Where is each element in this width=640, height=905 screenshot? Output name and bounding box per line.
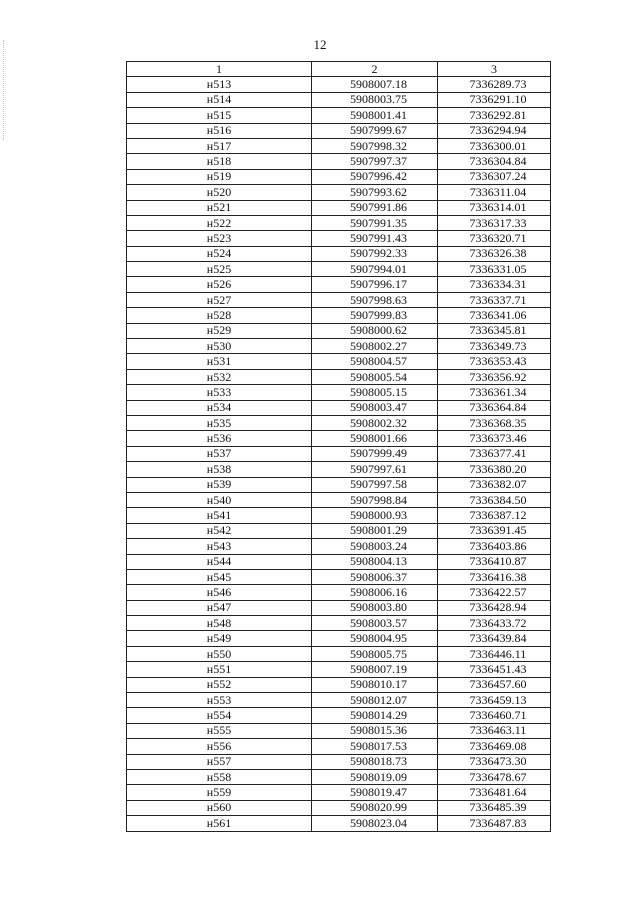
y-coordinate-cell: 7336304.84 bbox=[438, 154, 551, 169]
table-row bbox=[127, 677, 551, 692]
y-coordinate-cell: 7336353.43 bbox=[438, 354, 551, 369]
y-coordinate-cell: 7336314.01 bbox=[438, 200, 551, 215]
point-name-cell: н526 bbox=[127, 277, 312, 292]
x-coordinate-cell: 5907996.42 bbox=[312, 169, 438, 184]
table-row bbox=[127, 339, 551, 354]
x-coordinate-cell: 5907996.17 bbox=[312, 277, 438, 292]
table-row bbox=[127, 769, 551, 784]
table-row bbox=[127, 185, 551, 200]
y-coordinate-cell: 7336463.11 bbox=[438, 723, 551, 738]
y-coordinate-cell: 7336478.67 bbox=[438, 769, 551, 784]
point-name-cell: н560 bbox=[127, 800, 312, 815]
table-row bbox=[127, 138, 551, 153]
point-name-cell: н541 bbox=[127, 508, 312, 523]
point-name-cell: н525 bbox=[127, 262, 312, 277]
column-header-y: 3 bbox=[438, 62, 551, 77]
table-row bbox=[127, 246, 551, 261]
point-name-cell: н518 bbox=[127, 154, 312, 169]
table-row bbox=[127, 200, 551, 215]
y-coordinate-cell: 7336416.38 bbox=[438, 569, 551, 584]
y-coordinate-cell: 7336433.72 bbox=[438, 616, 551, 631]
point-name-cell: н539 bbox=[127, 477, 312, 492]
point-name-cell: н522 bbox=[127, 215, 312, 230]
point-name-cell: н513 bbox=[127, 77, 312, 92]
point-name-cell: н550 bbox=[127, 646, 312, 661]
point-name-cell: н549 bbox=[127, 631, 312, 646]
point-name-cell: н537 bbox=[127, 446, 312, 461]
point-name-cell: н534 bbox=[127, 400, 312, 415]
point-name-cell: н528 bbox=[127, 308, 312, 323]
table-row bbox=[127, 539, 551, 554]
y-coordinate-cell: 7336294.94 bbox=[438, 123, 551, 138]
table-row bbox=[127, 569, 551, 584]
scan-edge-marks bbox=[3, 40, 5, 140]
table-row bbox=[127, 616, 551, 631]
table-row bbox=[127, 385, 551, 400]
y-coordinate-cell: 7336364.84 bbox=[438, 400, 551, 415]
y-coordinate-cell: 7336373.46 bbox=[438, 431, 551, 446]
x-coordinate-cell: 5907998.84 bbox=[312, 492, 438, 507]
point-name-cell: н555 bbox=[127, 723, 312, 738]
y-coordinate-cell: 7336291.10 bbox=[438, 92, 551, 107]
table-row bbox=[127, 292, 551, 307]
y-coordinate-cell: 7336334.31 bbox=[438, 277, 551, 292]
table-row bbox=[127, 462, 551, 477]
table-row bbox=[127, 723, 551, 738]
table-row bbox=[127, 816, 551, 831]
y-coordinate-cell: 7336457.60 bbox=[438, 677, 551, 692]
point-name-cell: н524 bbox=[127, 246, 312, 261]
point-name-cell: н548 bbox=[127, 616, 312, 631]
x-coordinate-cell: 5908001.41 bbox=[312, 108, 438, 123]
y-coordinate-cell: 7336292.81 bbox=[438, 108, 551, 123]
x-coordinate-cell: 5908017.53 bbox=[312, 739, 438, 754]
x-coordinate-cell: 5908005.54 bbox=[312, 369, 438, 384]
y-coordinate-cell: 7336384.50 bbox=[438, 492, 551, 507]
x-coordinate-cell: 5907999.49 bbox=[312, 446, 438, 461]
x-coordinate-cell: 5908002.32 bbox=[312, 415, 438, 430]
x-coordinate-cell: 5908007.18 bbox=[312, 77, 438, 92]
point-name-cell: н557 bbox=[127, 754, 312, 769]
y-coordinate-cell: 7336345.81 bbox=[438, 323, 551, 338]
point-name-cell: н536 bbox=[127, 431, 312, 446]
point-name-cell: н547 bbox=[127, 600, 312, 615]
y-coordinate-cell: 7336422.57 bbox=[438, 585, 551, 600]
table-row bbox=[127, 231, 551, 246]
point-name-cell: н521 bbox=[127, 200, 312, 215]
x-coordinate-cell: 5908006.16 bbox=[312, 585, 438, 600]
x-coordinate-cell: 5908003.57 bbox=[312, 616, 438, 631]
table-row bbox=[127, 323, 551, 338]
x-coordinate-cell: 5908001.66 bbox=[312, 431, 438, 446]
table-row bbox=[127, 431, 551, 446]
y-coordinate-cell: 7336377.41 bbox=[438, 446, 551, 461]
y-coordinate-cell: 7336317.33 bbox=[438, 215, 551, 230]
x-coordinate-cell: 5908002.27 bbox=[312, 339, 438, 354]
point-name-cell: н546 bbox=[127, 585, 312, 600]
table-row bbox=[127, 123, 551, 138]
point-name-cell: н533 bbox=[127, 385, 312, 400]
x-coordinate-cell: 5908001.29 bbox=[312, 523, 438, 538]
x-coordinate-cell: 5908000.93 bbox=[312, 508, 438, 523]
table-row bbox=[127, 262, 551, 277]
y-coordinate-cell: 7336320.71 bbox=[438, 231, 551, 246]
table-row bbox=[127, 523, 551, 538]
y-coordinate-cell: 7336391.45 bbox=[438, 523, 551, 538]
x-coordinate-cell: 5908012.07 bbox=[312, 693, 438, 708]
x-coordinate-cell: 5908000.62 bbox=[312, 323, 438, 338]
point-name-cell: н516 bbox=[127, 123, 312, 138]
x-coordinate-cell: 5907992.33 bbox=[312, 246, 438, 261]
point-name-cell: н540 bbox=[127, 492, 312, 507]
x-coordinate-cell: 5908003.47 bbox=[312, 400, 438, 415]
point-name-cell: н535 bbox=[127, 415, 312, 430]
table-row bbox=[127, 446, 551, 461]
table-row bbox=[127, 308, 551, 323]
y-coordinate-cell: 7336356.92 bbox=[438, 369, 551, 384]
y-coordinate-cell: 7336410.87 bbox=[438, 554, 551, 569]
x-coordinate-cell: 5907991.35 bbox=[312, 215, 438, 230]
table-body bbox=[127, 77, 551, 831]
x-coordinate-cell: 5908018.73 bbox=[312, 754, 438, 769]
table-row bbox=[127, 92, 551, 107]
point-name-cell: н556 bbox=[127, 739, 312, 754]
x-coordinate-cell: 5908004.13 bbox=[312, 554, 438, 569]
x-coordinate-cell: 5907991.86 bbox=[312, 200, 438, 215]
point-name-cell: н559 bbox=[127, 785, 312, 800]
x-coordinate-cell: 5907994.01 bbox=[312, 262, 438, 277]
x-coordinate-cell: 5908020.99 bbox=[312, 800, 438, 815]
x-coordinate-cell: 5907998.63 bbox=[312, 292, 438, 307]
point-name-cell: н561 bbox=[127, 816, 312, 831]
y-coordinate-cell: 7336380.20 bbox=[438, 462, 551, 477]
y-coordinate-cell: 7336289.73 bbox=[438, 77, 551, 92]
point-name-cell: н527 bbox=[127, 292, 312, 307]
point-name-cell: н519 bbox=[127, 169, 312, 184]
table-row bbox=[127, 492, 551, 507]
header-row bbox=[127, 62, 551, 77]
y-coordinate-cell: 7336382.07 bbox=[438, 477, 551, 492]
point-name-cell: н553 bbox=[127, 693, 312, 708]
table-row bbox=[127, 277, 551, 292]
x-coordinate-cell: 5907997.61 bbox=[312, 462, 438, 477]
y-coordinate-cell: 7336481.64 bbox=[438, 785, 551, 800]
table-header bbox=[127, 62, 551, 77]
y-coordinate-cell: 7336403.86 bbox=[438, 539, 551, 554]
point-name-cell: н532 bbox=[127, 369, 312, 384]
table-row bbox=[127, 154, 551, 169]
column-header-point: 1 bbox=[127, 62, 312, 77]
table-row bbox=[127, 477, 551, 492]
y-coordinate-cell: 7336428.94 bbox=[438, 600, 551, 615]
point-name-cell: н538 bbox=[127, 462, 312, 477]
x-coordinate-cell: 5908003.24 bbox=[312, 539, 438, 554]
point-name-cell: н551 bbox=[127, 662, 312, 677]
point-name-cell: н558 bbox=[127, 769, 312, 784]
y-coordinate-cell: 7336311.04 bbox=[438, 185, 551, 200]
x-coordinate-cell: 5907991.43 bbox=[312, 231, 438, 246]
table-row bbox=[127, 354, 551, 369]
y-coordinate-cell: 7336331.05 bbox=[438, 262, 551, 277]
y-coordinate-cell: 7336469.08 bbox=[438, 739, 551, 754]
y-coordinate-cell: 7336368.35 bbox=[438, 415, 551, 430]
table-row bbox=[127, 708, 551, 723]
y-coordinate-cell: 7336459.13 bbox=[438, 693, 551, 708]
table-row bbox=[127, 693, 551, 708]
x-coordinate-cell: 5908019.47 bbox=[312, 785, 438, 800]
point-name-cell: н543 bbox=[127, 539, 312, 554]
y-coordinate-cell: 7336361.34 bbox=[438, 385, 551, 400]
table-row bbox=[127, 646, 551, 661]
x-coordinate-cell: 5907998.32 bbox=[312, 138, 438, 153]
x-coordinate-cell: 5908010.17 bbox=[312, 677, 438, 692]
point-name-cell: н542 bbox=[127, 523, 312, 538]
table-row bbox=[127, 77, 551, 92]
x-coordinate-cell: 5908007.19 bbox=[312, 662, 438, 677]
point-name-cell: н514 bbox=[127, 92, 312, 107]
x-coordinate-cell: 5907999.67 bbox=[312, 123, 438, 138]
table-row bbox=[127, 169, 551, 184]
x-coordinate-cell: 5907997.37 bbox=[312, 154, 438, 169]
y-coordinate-cell: 7336487.83 bbox=[438, 816, 551, 831]
column-header-x: 2 bbox=[312, 62, 438, 77]
x-coordinate-cell: 5908006.37 bbox=[312, 569, 438, 584]
table-row bbox=[127, 415, 551, 430]
table-row bbox=[127, 785, 551, 800]
y-coordinate-cell: 7336446.11 bbox=[438, 646, 551, 661]
table-row bbox=[127, 400, 551, 415]
point-name-cell: н529 bbox=[127, 323, 312, 338]
table-row bbox=[127, 369, 551, 384]
point-name-cell: н544 bbox=[127, 554, 312, 569]
table-row bbox=[127, 739, 551, 754]
point-name-cell: н523 bbox=[127, 231, 312, 246]
x-coordinate-cell: 5907997.58 bbox=[312, 477, 438, 492]
y-coordinate-cell: 7336300.01 bbox=[438, 138, 551, 153]
y-coordinate-cell: 7336439.84 bbox=[438, 631, 551, 646]
y-coordinate-cell: 7336307.24 bbox=[438, 169, 551, 184]
coordinates-table bbox=[126, 61, 551, 832]
table-row bbox=[127, 600, 551, 615]
table-row bbox=[127, 800, 551, 815]
x-coordinate-cell: 5908005.15 bbox=[312, 385, 438, 400]
table-row bbox=[127, 662, 551, 677]
x-coordinate-cell: 5908003.75 bbox=[312, 92, 438, 107]
x-coordinate-cell: 5908005.75 bbox=[312, 646, 438, 661]
x-coordinate-cell: 5908023.04 bbox=[312, 816, 438, 831]
point-name-cell: н530 bbox=[127, 339, 312, 354]
table-row bbox=[127, 108, 551, 123]
y-coordinate-cell: 7336485.39 bbox=[438, 800, 551, 815]
x-coordinate-cell: 5907993.62 bbox=[312, 185, 438, 200]
page-number: 12 bbox=[313, 37, 327, 52]
point-name-cell: н517 bbox=[127, 138, 312, 153]
table-row bbox=[127, 215, 551, 230]
y-coordinate-cell: 7336349.73 bbox=[438, 339, 551, 354]
point-name-cell: н545 bbox=[127, 569, 312, 584]
table-row bbox=[127, 554, 551, 569]
y-coordinate-cell: 7336460.71 bbox=[438, 708, 551, 723]
y-coordinate-cell: 7336337.71 bbox=[438, 292, 551, 307]
x-coordinate-cell: 5907999.83 bbox=[312, 308, 438, 323]
y-coordinate-cell: 7336387.12 bbox=[438, 508, 551, 523]
y-coordinate-cell: 7336341.06 bbox=[438, 308, 551, 323]
x-coordinate-cell: 5908014.29 bbox=[312, 708, 438, 723]
point-name-cell: н552 bbox=[127, 677, 312, 692]
y-coordinate-cell: 7336473.30 bbox=[438, 754, 551, 769]
x-coordinate-cell: 5908019.09 bbox=[312, 769, 438, 784]
x-coordinate-cell: 5908004.57 bbox=[312, 354, 438, 369]
table-row bbox=[127, 585, 551, 600]
point-name-cell: н520 bbox=[127, 185, 312, 200]
table-row bbox=[127, 631, 551, 646]
y-coordinate-cell: 7336451.43 bbox=[438, 662, 551, 677]
x-coordinate-cell: 5908004.95 bbox=[312, 631, 438, 646]
table-row bbox=[127, 508, 551, 523]
x-coordinate-cell: 5908003.80 bbox=[312, 600, 438, 615]
point-name-cell: н554 bbox=[127, 708, 312, 723]
point-name-cell: н515 bbox=[127, 108, 312, 123]
x-coordinate-cell: 5908015.36 bbox=[312, 723, 438, 738]
point-name-cell: н531 bbox=[127, 354, 312, 369]
table-row bbox=[127, 754, 551, 769]
y-coordinate-cell: 7336326.38 bbox=[438, 246, 551, 261]
